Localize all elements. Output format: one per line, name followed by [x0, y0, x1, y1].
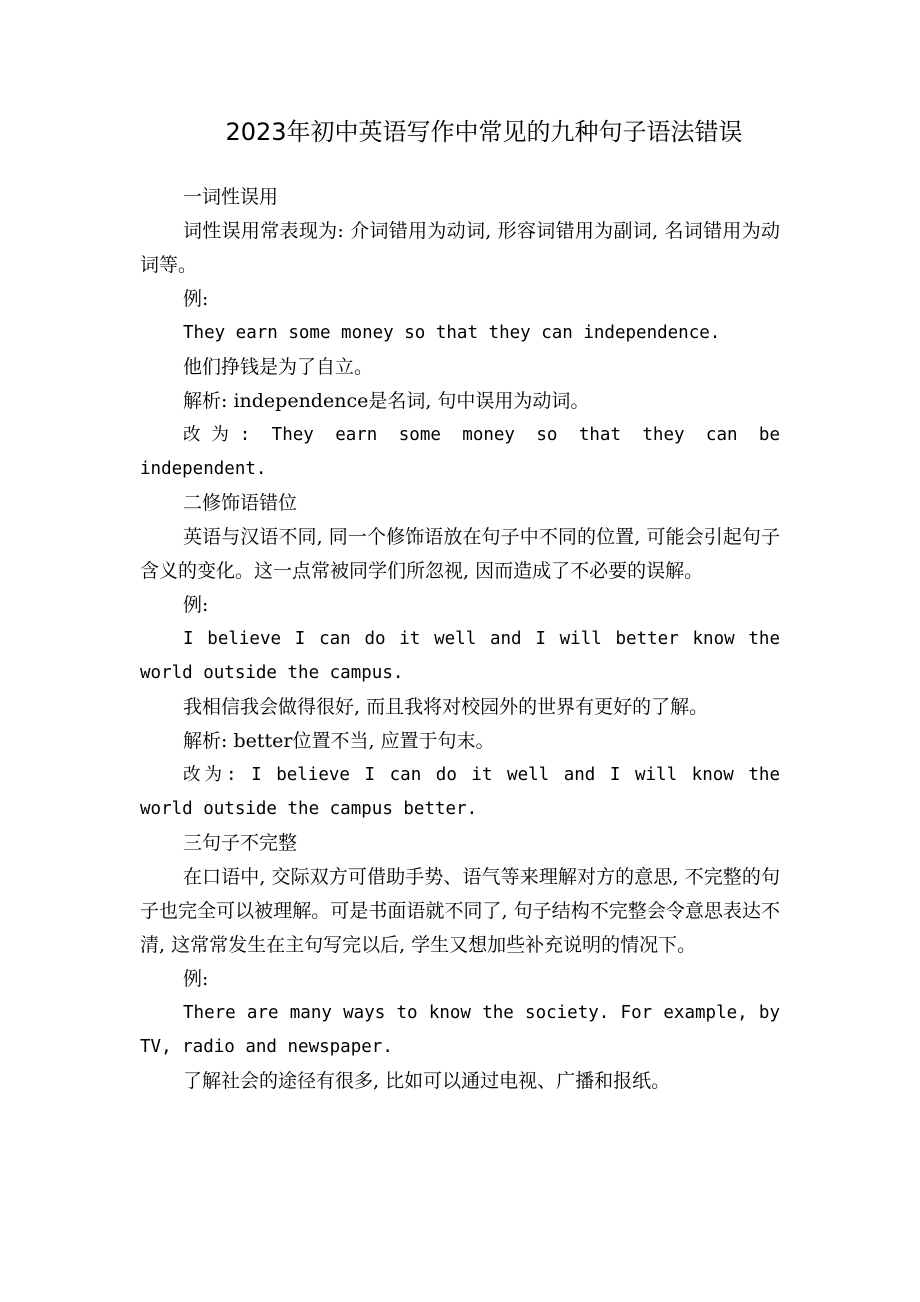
translation: 他们挣钱是为了自立。 [183, 356, 374, 378]
example-sentence: There are many ways to know the society. For example, by TV, radio and newspaper. [140, 1003, 780, 1057]
section-heading-1: 一词性误用 [183, 186, 279, 208]
example-label: 例: [183, 968, 209, 990]
section-heading-2: 二修饰语错位 [183, 492, 298, 514]
document-body [140, 180, 780, 1098]
translation: 了解社会的途径有很多, 比如可以通过电视、广播和报纸。 [183, 1070, 671, 1092]
paragraph: 词性误用常表现为: 介词错用为动词, 形容词错用为副词, 名词错用为动词等。 [140, 220, 780, 276]
section-heading-3: 三句子不完整 [183, 832, 298, 854]
document-title: 2023年初中英语写作中常见的九种句子语法错误 [225, 118, 743, 146]
example-label: 例: [183, 594, 209, 616]
example-sentence: They earn some money so that they can independence. [183, 323, 721, 343]
paragraph: 英语与汉语不同, 同一个修饰语放在句子中不同的位置, 可能会引起句子含义的变化。这一点常被同学们所忽视, 因而造成了不必要的误解。 [140, 526, 780, 582]
analysis: 解析: better位置不当, 应置于句末。 [183, 730, 495, 752]
correction: 改为: They earn some money so that they can be independent. [140, 425, 780, 479]
example-label: 例: [183, 288, 209, 310]
correction: 改为: I believe I can do it well and I will know the world outside the campus better. [140, 765, 780, 819]
translation: 我相信我会做得很好, 而且我将对校园外的世界有更好的了解。 [183, 696, 709, 718]
paragraph: 在口语中, 交际双方可借助手势、语气等来理解对方的意思, 不完整的句子也完全可以被理解。可是书面语就不同了, 句子结构不完整会令意思表达不清, 这常常发生在主句写完以后, 学生又想加些补充说明的情况下。 [140, 866, 780, 956]
analysis: 解析: independence是名词, 句中误用为动词。 [183, 390, 590, 412]
example-sentence: I believe I can do it well and I will better know the world outside the campus. [140, 629, 780, 683]
